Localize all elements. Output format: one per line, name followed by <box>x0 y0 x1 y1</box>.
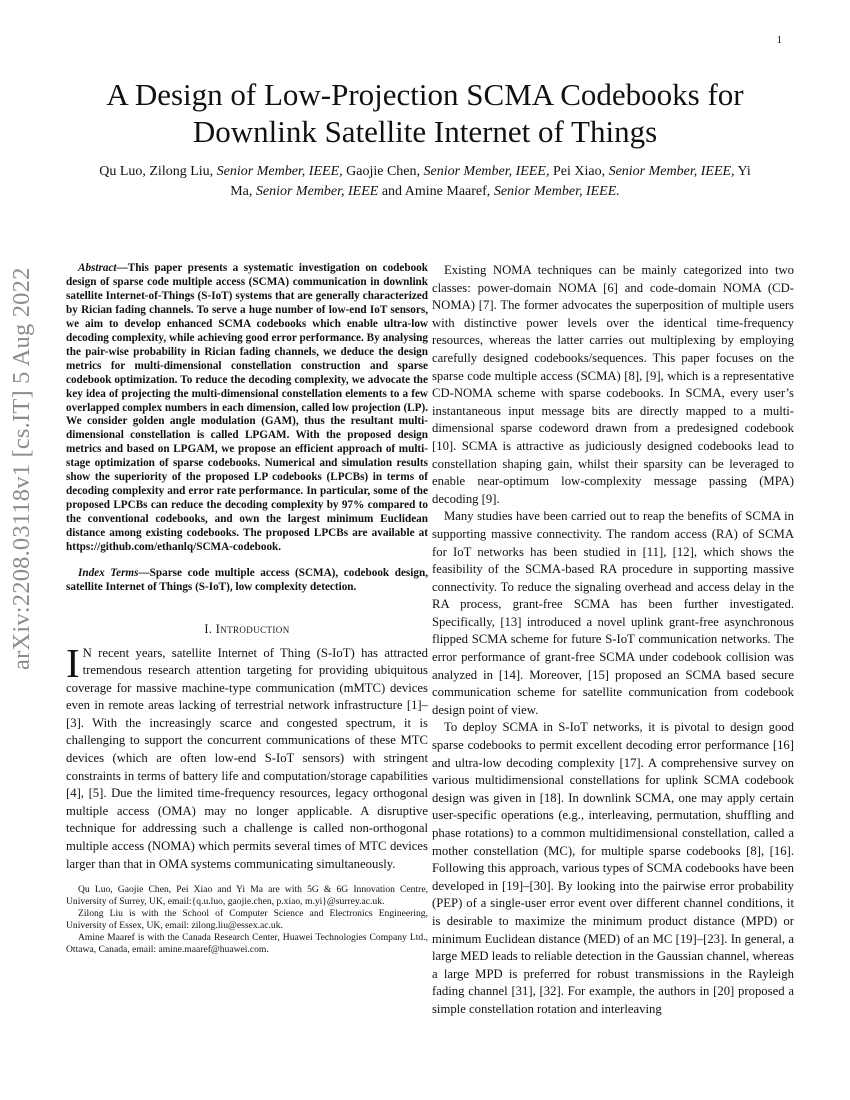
author-list <box>90 162 760 202</box>
intro-first-word: N <box>82 645 92 660</box>
footnote: Zilong Liu is with the School of Computer Science and Electronics Engineering, University of Essex, UK, email: zilong.liu@essex.ac.uk. <box>66 908 428 932</box>
author-names: Yi Ma, <box>230 164 751 199</box>
abstract-label: Abstract <box>78 262 117 274</box>
author-title: Senior Member, IEEE, <box>608 164 735 179</box>
abstract-text: —This paper presents a systematic investigation on codebook design of sparse code multiple access (SCMA) communication in downlink satellite Internet-of-Things (S-IoT) systems that are generally characterized by Rician fading channels. To serve a huge number of low-end IoT sensors, we aim to develop enhanced SCMA codebooks which enable ultra-low decoding complexity, while achieving good error performance. By analysing the pair-wise probability in Rician fading channels, we deduce the design metrics for multi-dimensional constellation construction and sparse codebook optimization. To reduce the decoding complexity, we advocate the key idea of projecting the multi-dimensional constellation elements to a few overlapped complex numbers in each dimension, called low projection (LP). We consider golden angle modulation (GAM), thus the resultant multi-dimensional constellation is called LPGAM. With the proposed design metrics and based on LPGAM, we propose an efficient approach of multi-stage optimization of sparse codebooks. Numerical and simulation results show the superiority of the proposed LP codebooks (LPCBs) in terms of decoding complexity and error rate performance. In particular, some of the proposed LPCBs can reduce the decoding complexity by 97% compared to the conventional codebooks, and own the largest minimum Euclidean distance among existing codebooks. The proposed LPCBs are available at https://github.com/ethanlq/SCMA-codebook. <box>66 262 428 554</box>
section-number: I. <box>204 621 213 636</box>
right-column <box>432 262 794 1019</box>
index-terms-text: —Sparse code multiple access (SCMA), codebook design, satellite Internet of Things (S-IoT), low complexity detection. <box>66 567 428 593</box>
author-names: and Amine Maaref, <box>381 184 491 199</box>
footnote: Qu Luo, Gaojie Chen, Pei Xiao and Yi Ma are with 5G & 6G Innovation Centre, University of Surrey, UK, email:{q.u.luo, gaojie.chen, p.xiao, m.yi}@surrey.ac.uk. <box>66 884 428 908</box>
author-title: Senior Member, IEEE, <box>216 164 343 179</box>
author-title: Senior Member, IEEE. <box>493 184 620 199</box>
drop-cap: I <box>66 639 80 686</box>
arxiv-watermark: arXiv:2208.03118v1 [cs.IT] 5 Aug 2022 <box>8 267 35 670</box>
body-paragraph: Existing NOMA techniques can be mainly categorized into two classes: power-domain NOMA [6] and code-domain NOMA (CD-NOMA) [7]. The former advocates the superposition of multiple users with distinctive power levels over the identical time-frequency resources, whereas the latter carries out multiplexing by employing carefully designed codebooks/sequences. This paper focuses on the sparse code multiple access (SCMA) [8], [9], which is a representative CD-NOMA scheme with sparse codebooks. In SCMA, every user’s instantaneous input message bits are directly mapped to a multi-dimensional sparse codeword drawn from a predesigned codebook [10]. SCMA is attractive as judiciously designed codebooks lead to constellation shaping gain, whilst their sparsity can be leveraged to enable near-optimum low-complexity message passing (MPA) decoding [9]. <box>432 263 794 506</box>
author-names: Qu Luo, Zilong Liu, <box>99 164 214 179</box>
section-heading <box>66 621 428 639</box>
abstract <box>66 262 428 555</box>
author-title: Senior Member, IEEE <box>255 184 379 199</box>
index-terms-label: Index Terms <box>78 567 139 580</box>
section-title: Introduction <box>215 621 290 636</box>
body-paragraph: To deploy SCMA in S-IoT networks, it is pivotal to design good sparse codebooks to permit excellent decoding error performance [16] and ultra-low decoding complexity [17]. A comprehensive survey on various multidimensional constellations for uplink SCMA codebook design was given in [18]. In downlink SCMA, one may apply certain user-specific operations (e.g., interleaving, permutation, shuffling and phase rotations) to a common multidimensional constellation, called a mother constellation (MC), for multiple sparse codebooks [8], [16]. Following this approach, various types of SCMA codebooks have been developed in [19]–[30]. By looking into the pairwise error probability (PEP) of a single-user error event over different channel conditions, it is desirable to maximize the minimum product distance (MPD) or minimum Euclidean distance (MED) of an MC [19]–[23]. In general, a large MED leads to reliable detection in the Gaussian channel, whereas a large MPD is preferred for robust transmissions in the Rayleigh fading channel [31], [32]. For example, the authors in [20] proposed a simple constellation rotation and interleaving <box>432 720 794 1016</box>
body-paragraph: Many studies have been carried out to reap the benefits of SCMA in supporting massive connectivity. The random access (RA) of SCMA for IoT networks has been studied in [11], [12], which shows the feasibility of the SCMA-based RA procedure in supporting massive connectivity. To reduce the signaling overhead and access delay in the RA process, grant-free SCMA has been further investigated. Specifically, [13] introduced a novel uplink grant-free asynchronous flipped SCMA scheme for future S-IoT communication networks. The error performance of grant-free SCMA under codebook collision was analyzed in [14]. Moreover, [15] proposed an SCMA based secure communication scheme for satellite communication from codebook design point of view. <box>432 509 794 717</box>
paper-title: A Design of Low-Projection SCMA Codebooks for Downlink Satellite Internet of Things <box>106 77 744 149</box>
index-terms <box>66 567 428 595</box>
page-number: 1 <box>776 34 782 46</box>
footnote: Amine Maaref is with the Canada Research Center, Huawei Technologies Company Ltd., Ottawa, Canada, email: amine.maaref@huawei.com. <box>66 932 428 956</box>
author-names: Pei Xiao, <box>552 164 606 179</box>
intro-paragraph <box>66 639 428 874</box>
left-column <box>66 262 428 956</box>
footnotes <box>66 884 428 956</box>
author-title: Senior Member, IEEE, <box>423 164 550 179</box>
intro-text: recent years, satellite Internet of Thing (S-IoT) has attracted tremendous research attention targeting for providing ubiquitous coverage for massive machine-type communication (mMTC) devices even in remote areas lacking of terrestrial network infrastructure [1]–[3]. With the increasingly scarce and congested spectrum, it is challenging to support the concurrent communications of these MTC devices (which are often low-end S-IoT sensors) with stringent constraints in terms of battery life and computation/storage capabilities [4], [5]. Due the limited time-frequency resources, legacy orthogonal multiple access (OMA) may no longer applicable. A disruptive technique for addressing such a challenge is called non-orthogonal multiple access (NOMA) which permits several times of MTC devices larger than that in OMA systems communicating simultaneously. <box>66 645 428 871</box>
author-names: Gaojie Chen, <box>346 164 420 179</box>
